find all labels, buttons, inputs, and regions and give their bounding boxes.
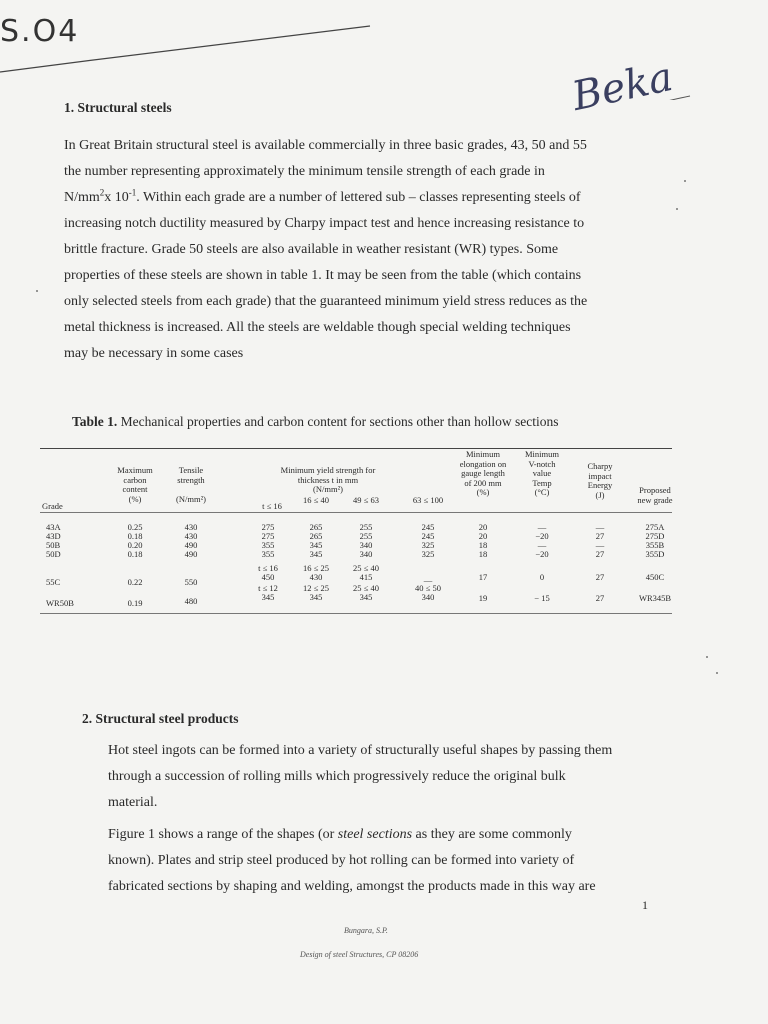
scan-speck (716, 672, 718, 674)
text-line: In Great Britain structural steel is available commercially in three basic grades, 43, 50 and 55 (64, 138, 587, 153)
table-cell-grade: 43D (46, 531, 61, 541)
header-t40: 16 ≤ 40 (303, 495, 329, 505)
footer-author: Bungara, S.P. (344, 926, 388, 935)
text-line: metal thickness is increased. All the steels are weldable though special welding techniques (64, 320, 571, 335)
table-cell-proposed: 275D (645, 531, 665, 541)
table-cell-t16: 355 (261, 540, 275, 550)
table-cell-tensile: 430 (184, 531, 198, 541)
table-cell-t100: 325 (421, 540, 435, 550)
table-cell-proposed: 355D (645, 549, 665, 559)
text-line: Figure 1 shows a range of the shapes (or steel sections as they are some commonly (108, 827, 572, 842)
handwritten-signature: Beka (568, 53, 677, 121)
header-grade: Grade (42, 501, 63, 511)
section-heading-structural-steel-products: 2. Structural steel products (82, 711, 239, 726)
table-cell-t40: 345 (309, 540, 323, 550)
header-charpy: Charpy impact Energy (J) (587, 461, 613, 500)
text-line: brittle fracture. Grade 50 steels are also available in weather resistant (WR) types. Some (64, 242, 559, 257)
table-cell-t63: 255 (359, 522, 373, 532)
header-t16: t ≤ 16 (262, 501, 282, 511)
header-tensile: Tensile strength (N/mm²) (176, 465, 206, 504)
table-rule-header (40, 512, 672, 513)
text-line: material. (108, 795, 158, 810)
text-line: may be necessary in some cases (64, 346, 244, 361)
table-cell-carbon: 0.18 (127, 531, 143, 541)
table-cell-carbon: 0.18 (127, 549, 143, 559)
table-cell-t40: 265 (309, 522, 323, 532)
table-cell-temp: −20 (535, 549, 549, 559)
table-cell-carbon: 0.25 (127, 522, 143, 532)
table-rule-bottom (40, 613, 672, 614)
table-cell-proposed: 355B (645, 540, 665, 550)
table-cell-t16: 355 (261, 549, 275, 559)
table-cell-t100: 325 (421, 549, 435, 559)
text-line: known). Plates and strip steel produced by hot rolling can be formed into variety of (108, 853, 575, 868)
document-page: S.O4 Beka 1. Structural steels In Great Britain structural steel is available commercially in three basic grades, 43, 50 and 55 the number representing approximately the minimum tensile strength of each grade in $N/mm^2x$ $10^{-1}$. Within each grade are a number of lettered sub – classes representing steels of increasing notch ductility measured by Charpy impact test and hence increasing resistance to brittle fracture. Grade 50 steels are also available in weather resistant (WR) types. Some properties of these steels are shown in table 1. It may be seen from the table (which contains only selected steels from each grade) that the guaranteed minimum yield stress reduces as the metal thickness is increased. All the steels are weldable though special welding techniques may be necessary in some cases Table 1. Mechanical properties and carbon content for sections other than hollow sections Grade Maximum carbon content (%) Tensile strength (N/mm²) Minimum yield strength for thickness t in mm (N/mm²) t ≤ 16 16 ≤ 40 49 ≤ 63 63 ≤ 100 Minimum elongation on gauge length of 200 mm (%) Minimum V-notch value Temp (°C) Charpy impact Energy (J) Proposed new grade 43A 0.25 430 275 265 255 245 20 — — 275A 43D 0.18 430 275 265 255 245 20 −20 27 275D 50B 0.20 490 355 345 340 325 18 — — 355B 50D 0.18 490 355 345 340 325 18 −20 27 355D 55C 0.22 550 t ≤ 16 450 16 ≤ 25 430 25 ≤ 40 415 — 17 0 27 450C WR50B 0.19 480 t ≤ 12 345 12 ≤ 25 345 25 ≤ 40 345 40 ≤ 50 340 19 − 15 27 WR345B 2. Structural steel products Hot steel ingots can be formed into a variety of structurally useful shapes by passing them through a succession of rolling mills which progressively reduce the original bulk material. Figure 1 shows a range of the shapes (or steel sections as they are some commonly known). Plates and strip steel produced by hot rolling can be formed into variety of fabricated sections by shaping and welding, amongst the products made in this way are 1 Bungara, S.P. Design of steel Structures, CP 08206 (0, 0, 768, 1024)
table-cell-elong: 20 (478, 531, 488, 541)
table-cell-tensile: 430 (184, 522, 198, 532)
footer-course: Design of steel Structures, CP 08206 (300, 950, 419, 959)
section-heading-structural-steels: 1. Structural steels (64, 100, 172, 115)
header-vnotch: Minimum V-notch value Temp (°C) (524, 449, 559, 497)
text-line: Hot steel ingots can be formed into a variety of structurally useful shapes by passing them (108, 743, 613, 758)
table-cell-t40: 265 (309, 531, 323, 541)
table-cell-t63: 255 (359, 531, 373, 541)
header-t63: 49 ≤ 63 (353, 495, 379, 505)
table-cell-tensile: 490 (184, 540, 198, 550)
scan-speck (706, 656, 708, 658)
header-proposed: Proposed new grade (637, 485, 673, 505)
text-line: properties of these steels are shown in table 1. It may be seen from the table (which contains (64, 268, 582, 283)
table-cell-t100: 245 (421, 522, 435, 532)
table-cell-charpy: — (595, 522, 605, 532)
table-cell-elong: 18 (478, 540, 488, 550)
table-cell-elong: 20 (478, 522, 488, 532)
table-cell-t63: 340 (359, 549, 373, 559)
text-line: through a succession of rolling mills which progressively reduce the original bulk (108, 769, 566, 784)
header-carbon: Maximum carbon content (%) (117, 465, 153, 504)
table-cell-proposed: 275A (645, 522, 665, 532)
text-line: the number representing approximately the minimum tensile strength of each grade in (64, 164, 545, 179)
header-elongation: Minimum elongation on gauge length of 200 mm (%) (459, 449, 507, 497)
header-t100: 63 ≤ 100 (412, 495, 444, 505)
table-cell-t100: 245 (421, 531, 435, 541)
table-cell-charpy: 27 (595, 549, 605, 559)
scan-speck (684, 180, 686, 182)
scan-speck (36, 290, 38, 292)
text-line: only selected steels from each grade) that the guaranteed minimum yield stress reduces as the (64, 294, 588, 309)
table-cell-charpy: 27 (595, 531, 605, 541)
table-cell-temp: — (537, 540, 547, 550)
table-cell-grade: 43A (46, 522, 61, 532)
table-cell-temp: — (537, 522, 547, 532)
text-line: $N/mm^2x$ $10^{-1}$. Within each grade are a number of lettered sub – classes representing steels of (64, 187, 581, 205)
table-cell-tensile: 490 (184, 549, 198, 559)
table-cell-temp: −20 (535, 531, 549, 541)
text-line: increasing notch ductility measured by Charpy impact test and hence increasing resistance to (64, 216, 585, 231)
text-line: fabricated sections by shaping and welding, amongst the products made in this way are (108, 879, 596, 894)
table-cell-t40: 345 (309, 549, 323, 559)
table-cell-carbon: 0.20 (127, 540, 143, 550)
handwritten-note: S.O4 (0, 14, 80, 49)
table-rule-top (40, 448, 672, 449)
page-number: 1 (642, 898, 648, 912)
table-cell-charpy: — (595, 540, 605, 550)
scan-speck (676, 208, 678, 210)
table-cell-grade: 50D (46, 549, 61, 559)
header-yield: Minimum yield strength for thickness t in mm (N/mm²) (280, 465, 376, 494)
table-cell-grade: 50B (46, 540, 61, 550)
table-cell-t16: 275 (261, 522, 275, 532)
table-cell-t63: 340 (359, 540, 373, 550)
table-cell-elong: 18 (478, 549, 488, 559)
table-cell-t16: 275 (261, 531, 275, 541)
table-caption: Table 1. Mechanical properties and carbon content for sections other than hollow sections (72, 414, 559, 429)
